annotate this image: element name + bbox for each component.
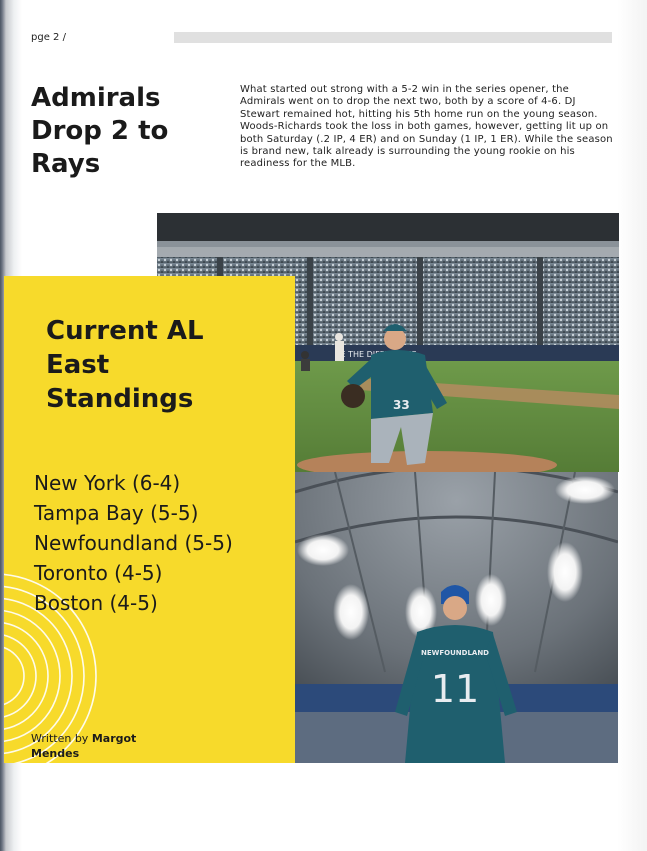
standings-item: Newfoundland (5-5) (34, 531, 233, 555)
jersey-name: NEWFOUNDLAND (421, 649, 489, 657)
header-rule (174, 32, 612, 43)
standings-list (34, 468, 233, 618)
article-headline: Admirals Drop 2 to Rays (31, 83, 169, 179)
standings-title: Current AL East Standings (46, 316, 204, 414)
byline (31, 731, 181, 761)
standings-item: Toronto (4-5) (34, 561, 163, 585)
article-body: What started out strong with a 5-2 win in the series opener, the Admirals went on to drop the next two, both by a score of 4-6. DJ Stewart remained hot, hitting his 5th home run on the young season. Woods-Richards took the loss in both games, however, getting lit up on both Saturday (.2 IP, 4 ER) and on Sunday (1 IP, 1 ER). While the season is brand new, talk already is surrounding the young rookie on his readiness for the MLB. (240, 84, 613, 170)
standings-item: Boston (4-5) (34, 591, 158, 615)
page-number: pge 2 / (31, 32, 66, 43)
byline-prefix: Written by (31, 732, 89, 745)
page-edge (617, 0, 647, 851)
standings-item: New York (6-4) (34, 471, 181, 495)
pitcher-number: 33 (393, 398, 410, 412)
standings-item: Tampa Bay (5-5) (34, 501, 199, 525)
batter-photo (295, 472, 618, 763)
byline-author: Margot Mendes (31, 732, 137, 760)
standings-panel (4, 276, 295, 763)
scoreboard-text: THE (348, 350, 365, 359)
jersey-number: 11 (430, 667, 480, 711)
